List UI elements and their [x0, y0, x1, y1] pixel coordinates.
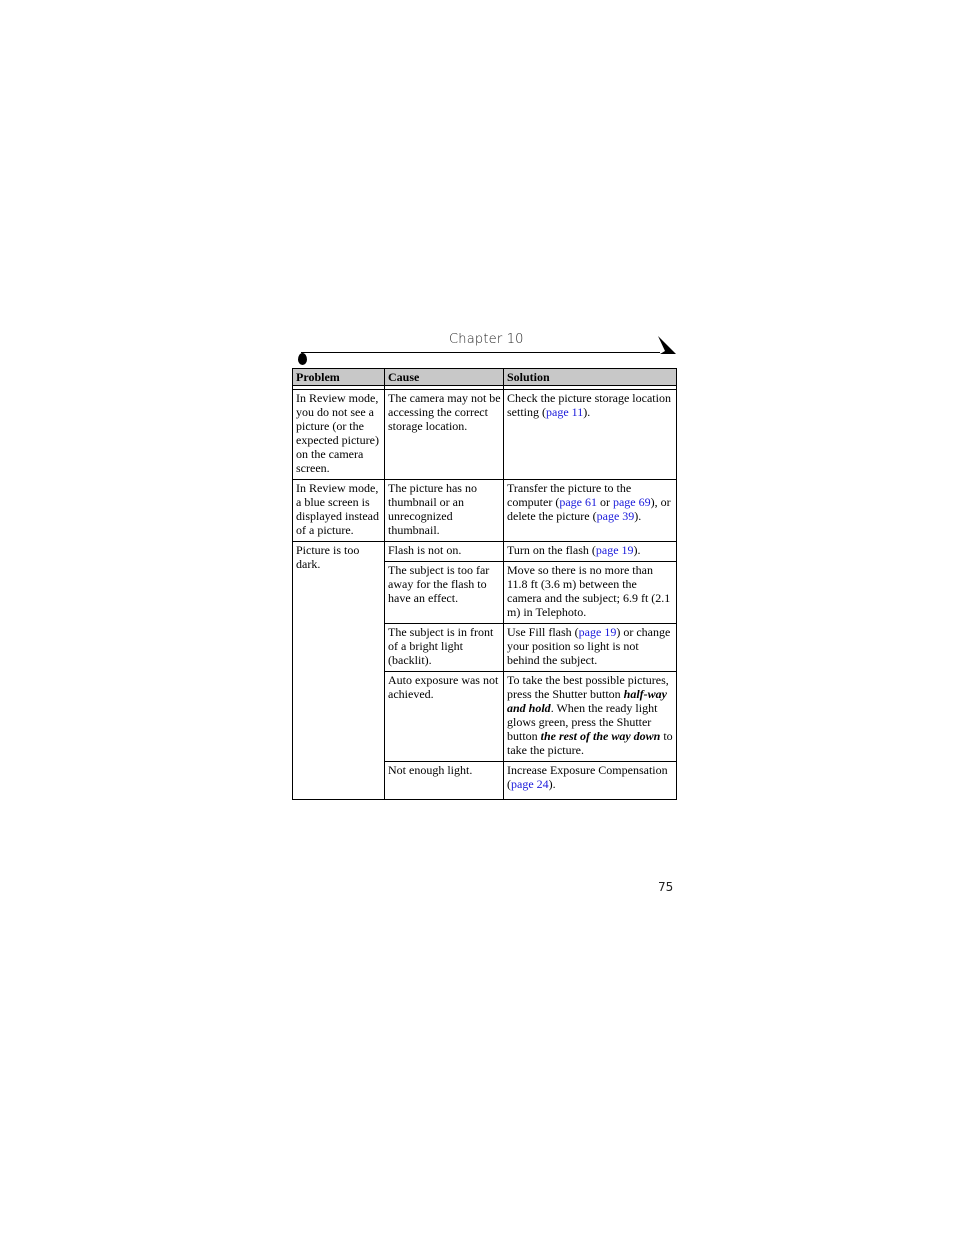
solution-text: ).	[583, 405, 591, 419]
header-arrow-icon	[656, 334, 678, 356]
cause-cell: Not enough light.	[385, 762, 504, 800]
problem-cell: In Review mode, a blue screen is displayed instead of a picture.	[293, 480, 385, 542]
problem-cell: Picture is too dark.	[293, 542, 385, 800]
cause-cell: Flash is not on.	[385, 542, 504, 562]
page-link[interactable]: page 11	[546, 405, 584, 419]
page-number: 75	[658, 880, 674, 894]
solution-cell	[504, 762, 677, 800]
solution-text: to take the picture.	[507, 729, 673, 757]
page-link[interactable]: page 69	[612, 495, 651, 509]
header-bullet-icon	[298, 353, 307, 365]
solution-text: Use Fill flash (	[507, 625, 579, 639]
solution-text: ) or change your position so light is not behind the subject.	[507, 625, 671, 667]
solution-text: To take the best possible pictures, press the Shutter button	[507, 673, 669, 701]
chapter-title: Chapter 10	[449, 332, 524, 347]
header-solution: Solution	[504, 369, 677, 386]
solution-text: ), or delete the picture (	[507, 495, 671, 523]
table-header-row	[293, 369, 677, 386]
solution-cell: Move so there is no more than 11.8 ft (3.6 m) between the camera and the subject; 6.9 ft (2.1 m) in Telephoto.	[504, 562, 677, 624]
solution-cell	[504, 542, 677, 562]
page-link[interactable]: page 61	[559, 495, 597, 509]
cause-cell: The subject is too far away for the flash to have an effect.	[385, 562, 504, 624]
cause-cell: The camera may not be accessing the correct storage location.	[385, 390, 504, 480]
solution-text: ).	[548, 777, 556, 791]
solution-cell	[504, 480, 677, 542]
solution-cell	[504, 390, 677, 480]
troubleshooting-table	[292, 368, 677, 800]
problem-cell: In Review mode, you do not see a picture (or the expected picture) on the camera screen.	[293, 390, 385, 480]
page-link[interactable]: page 19	[595, 543, 634, 557]
header-rule	[301, 352, 660, 353]
table-row	[293, 480, 677, 542]
table-row	[293, 390, 677, 480]
solution-text: ).	[633, 543, 641, 557]
solution-text: Check the picture storage location setting (	[507, 391, 671, 419]
page-link[interactable]: page 24	[511, 777, 549, 791]
solution-text: Turn on the flash (	[507, 543, 596, 557]
cause-cell: The subject is in front of a bright light (backlit).	[385, 624, 504, 672]
emphasis-text: half-way and hold	[507, 687, 667, 715]
solution-text: . When the ready light glows green, press the Shutter button	[507, 701, 658, 743]
solution-cell	[504, 672, 677, 762]
emphasis-text: the rest of the way down	[540, 729, 661, 743]
solution-cell	[504, 624, 677, 672]
solution-text: Increase Exposure Compensation (	[507, 763, 668, 791]
solution-text: or	[596, 495, 613, 509]
cause-cell: Auto exposure was not achieved.	[385, 672, 504, 762]
table-row	[293, 542, 677, 562]
page-link[interactable]: page 19	[578, 625, 617, 639]
solution-text: ).	[634, 509, 642, 523]
header-cause: Cause	[385, 369, 504, 386]
header-problem: Problem	[293, 369, 385, 386]
cause-cell: The picture has no thumbnail or an unrecognized thumbnail.	[385, 480, 504, 542]
page-link[interactable]: page 39	[596, 509, 635, 523]
solution-text: Transfer the picture to the computer (	[507, 481, 632, 509]
